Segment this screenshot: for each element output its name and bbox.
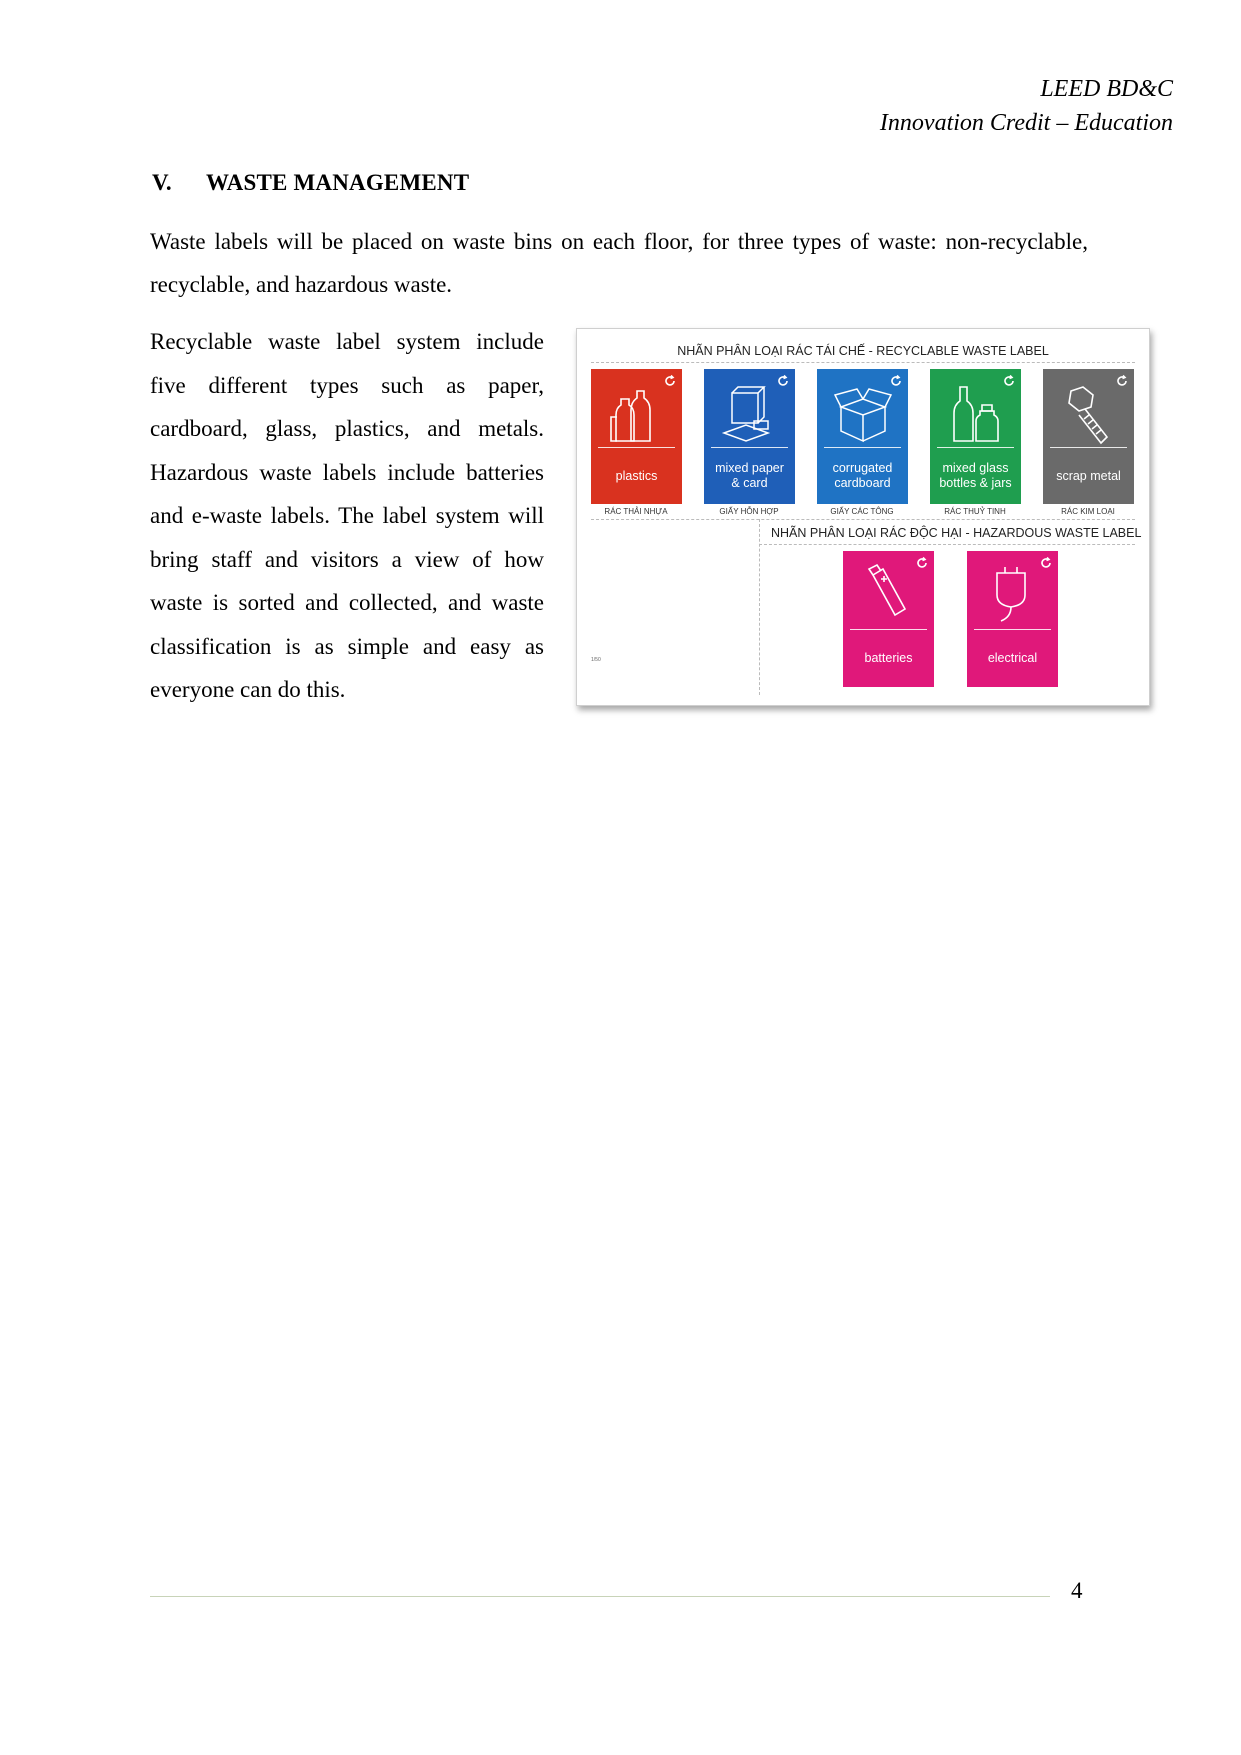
label-card-corrugated-cardboard xyxy=(817,369,908,504)
recycle-arrow-icon xyxy=(1115,374,1129,388)
recycle-arrow-icon xyxy=(1002,374,1016,388)
label-card-scrap-metal xyxy=(1043,369,1134,504)
label-card-batteries xyxy=(843,551,934,687)
footer-rule xyxy=(150,1596,1050,1597)
card-sub-label: GIẤY CÁC TÔNG xyxy=(830,507,894,516)
divider xyxy=(591,519,1135,520)
header-line-1: LEED BD&C xyxy=(1040,76,1173,102)
card-label: batteries xyxy=(864,650,913,665)
paragraph-intro: Waste labels will be placed on waste bins on each floor, for three types of waste: non-recyclable, recyclable, and hazardous waste. xyxy=(150,229,1088,297)
card-label: mixed paper & card xyxy=(715,461,784,490)
header-line-2: Innovation Credit – Education xyxy=(879,110,1173,136)
card-label: scrap metal xyxy=(1056,468,1121,483)
card-label: plastics xyxy=(615,468,658,483)
section-heading xyxy=(152,170,469,196)
card-divider xyxy=(850,629,927,630)
card-divider xyxy=(1050,447,1127,448)
recycle-arrow-icon xyxy=(776,374,790,388)
card-sub-label: RÁC KIM LOẠI xyxy=(1061,507,1115,516)
card-divider xyxy=(824,447,901,448)
section-title: WASTE MANAGEMENT xyxy=(206,170,470,195)
recyclable-label-title: NHÃN PHÂN LOẠI RÁC TÁI CHẾ - RECYCLABLE WASTE LABEL xyxy=(677,344,1049,358)
recycle-arrow-icon xyxy=(663,374,677,388)
hazardous-label-title: NHÃN PHÂN LOẠI RÁC ĐỘC HẠI - HAZARDOUS WASTE LABEL xyxy=(771,526,1142,540)
card-sub-label: RÁC THUỶ TINH xyxy=(944,507,1006,516)
card-label: electrical xyxy=(987,650,1038,665)
card-divider xyxy=(974,629,1051,630)
card-sub-label: RÁC THẢI NHỰA xyxy=(604,507,668,516)
page-number: 4 xyxy=(1071,1578,1083,1603)
recycle-arrow-icon xyxy=(889,374,903,388)
page-header xyxy=(880,72,1173,140)
card-label: corrugated cardboard xyxy=(832,461,893,490)
card-label: mixed glass bottles & jars xyxy=(939,461,1012,490)
recycle-arrow-icon xyxy=(1039,556,1053,570)
label-card-plastics xyxy=(591,369,682,504)
card-divider xyxy=(937,447,1014,448)
paragraph-label-system: Recyclable waste label system include five different types such as paper, cardboard, glass, plastics, and metals. Hazardous waste labels include batteries and e-waste labels. The label system will bring staff and visitors a view of how waste is sorted and collected, and waste classification is as simple and easy as everyone can do this. xyxy=(150,329,544,702)
section-number: V. xyxy=(152,170,172,195)
recycle-arrow-icon xyxy=(915,556,929,570)
label-card-electrical xyxy=(967,551,1058,687)
waste-label-figure xyxy=(576,328,1150,706)
card-sub-label: GIẤY HỖN HỢP xyxy=(719,507,779,516)
label-card-mixed-glass xyxy=(930,369,1021,504)
divider xyxy=(591,362,1135,363)
figure-small-mark: 1/50 xyxy=(591,657,601,663)
card-divider xyxy=(598,447,675,448)
divider xyxy=(759,544,1135,545)
divider xyxy=(759,519,760,695)
card-divider xyxy=(711,447,788,448)
label-card-mixed-paper xyxy=(704,369,795,504)
